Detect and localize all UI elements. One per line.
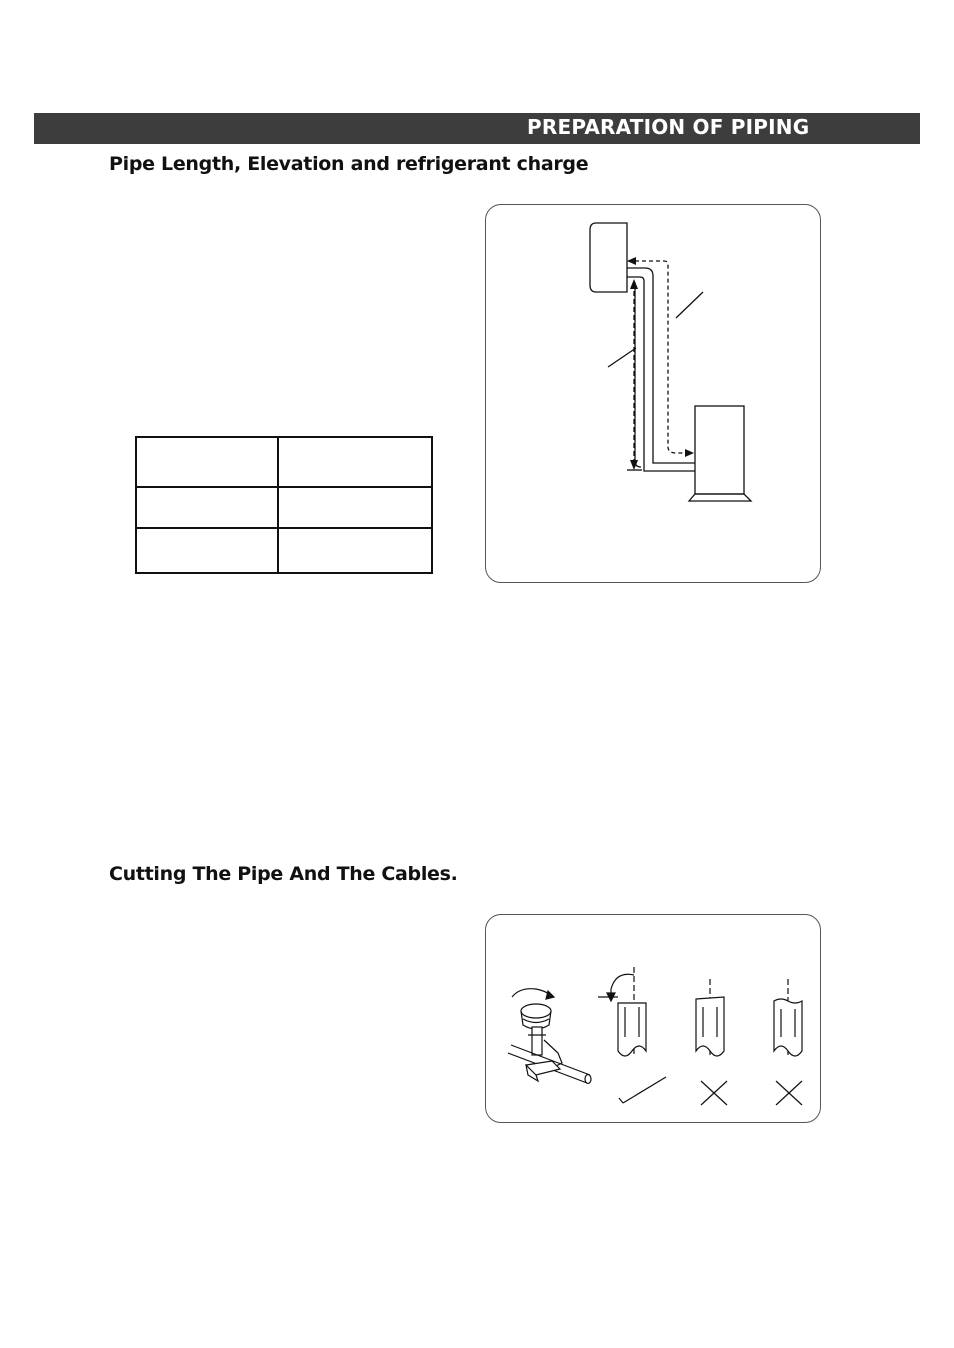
pipe-cutting-diagram: [486, 915, 822, 1124]
burr-cut-pipe-icon: [774, 979, 802, 1105]
elevation-figure: [485, 204, 821, 583]
correct-cut-pipe-icon: [598, 967, 666, 1103]
pipe-spec-table: [135, 436, 432, 574]
elevation-diagram: [486, 205, 822, 584]
page-title: PREPARATION OF PIPING: [527, 115, 810, 139]
pipe-cutter-icon: [508, 989, 591, 1084]
pipe-route-icon: [627, 268, 695, 471]
table-rule-left: [135, 436, 137, 574]
table-rule: [135, 527, 432, 529]
table-rule-middle: [277, 436, 279, 574]
section-heading-cutting: Cutting The Pipe And The Cables.: [109, 863, 458, 885]
header-banner: [34, 113, 920, 144]
outdoor-unit-icon: [689, 406, 751, 501]
section-heading-pipe-length: Pipe Length, Elevation and refrigerant charge: [109, 153, 589, 175]
table-rule: [135, 486, 432, 488]
table-rule-top: [135, 436, 432, 438]
table-rule-right: [431, 436, 433, 574]
indoor-unit-icon: [590, 223, 627, 292]
table-rule-bottom: [135, 572, 432, 574]
slanted-cut-pipe-icon: [696, 979, 727, 1105]
pipe-cutting-figure: [485, 914, 821, 1123]
